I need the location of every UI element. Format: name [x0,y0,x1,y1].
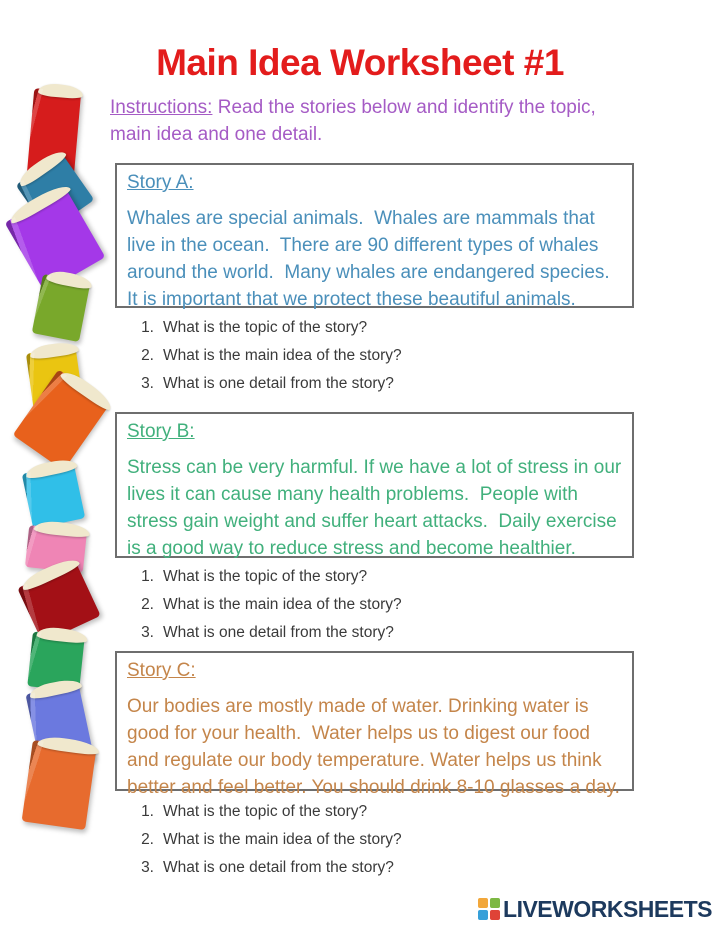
book-icon [22,740,97,830]
question-row [140,854,560,882]
question-text: What is one detail from the story? [163,859,394,876]
question-row [140,798,560,826]
question-text: What is one detail from the story? [163,375,394,392]
question-row [140,619,560,647]
question-number: 1. [141,568,154,585]
story-b-heading: Story B: [127,421,195,442]
book-icon [13,369,110,470]
question-number: 3. [141,624,154,641]
question-row [140,826,560,854]
grid-square-icon [478,910,488,920]
question-text: What is the main idea of the story? [163,347,402,364]
instructions-label: Instructions: [110,97,213,118]
book-icon [32,274,91,342]
book-pages-icon [29,341,79,361]
question-text: What is the topic of the story? [163,568,368,585]
question-number: 1. [141,803,154,820]
book-pages-icon [37,82,84,99]
page-title: Main Idea Worksheet #1 [156,42,564,83]
question-text: What is the topic of the story? [163,803,368,820]
story-b-questions [140,563,560,647]
story-b-text: Stress can be very harmful. If we have a lot of stress in our lives it can cause many health problems. People with stress gain weight and suffer heart attacks. Daily exercise is a good way to reduce stress and become healthier. [127,457,627,559]
question-text: What is one detail from the story? [163,624,394,641]
question-text: What is the main idea of the story? [163,831,402,848]
grid-square-icon [490,910,500,920]
instructions-text [110,94,615,148]
story-b-box [115,412,634,558]
book-pages-icon [37,735,100,757]
question-number: 3. [141,859,154,876]
question-row [140,370,560,398]
question-row [140,563,560,591]
story-c-questions [140,798,560,882]
question-text: What is the main idea of the story? [163,596,402,613]
story-a-text: Whales are special animals. Whales are mammals that live in the ocean. There are 90 different types of whales around the world. Many whales are endangered species. It is important that we protect these beautiful animals. [127,208,615,310]
question-number: 2. [141,596,154,613]
story-a-heading: Story A: [127,172,194,193]
question-row [140,591,560,619]
liveworksheets-grid-icon [478,898,500,920]
question-number: 2. [141,831,154,848]
book-stack-decoration [5,88,117,836]
book-pages-icon [36,626,88,644]
instructions-body: Read the stories below and identify the topic, main idea and one detail. [110,97,596,145]
question-row [140,342,560,370]
grid-square-icon [490,898,500,908]
story-c-box [115,651,634,798]
question-number: 3. [141,375,154,392]
book-pages-icon [33,520,90,539]
question-number: 2. [141,347,154,364]
question-row [140,314,560,342]
grid-square-icon [478,898,488,908]
question-number: 1. [141,319,154,336]
story-a-box [115,163,634,308]
liveworksheets-logo-text: LIVEWORKSHEETS [503,895,712,922]
question-text: What is the topic of the story? [163,319,368,336]
story-c-heading: Story C: [127,660,196,681]
story-c-text: Our bodies are mostly made of water. Drinking water is good for your health. Water helps us to digest our food and regulate our body temperature. Water helps us think better and feel better. You should drink 8-10 glasses a day. [127,696,620,798]
story-a-questions [140,314,560,398]
book-pages-icon [46,269,94,291]
book-pages-icon [59,367,116,412]
liveworksheets-logo[interactable] [478,894,712,924]
book-icon [22,463,85,529]
